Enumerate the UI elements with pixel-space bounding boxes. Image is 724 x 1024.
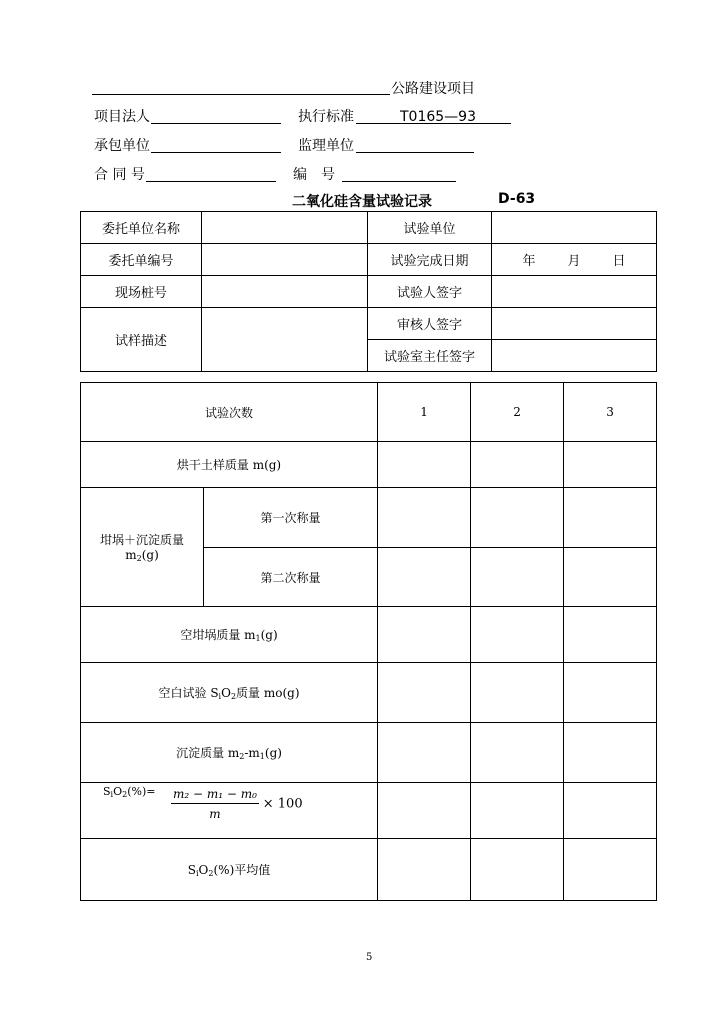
second-weigh-label: 第二次称量 xyxy=(204,548,378,607)
empty-crucible-3[interactable] xyxy=(564,607,657,663)
contract-no-underline xyxy=(146,181,276,182)
director-sign-value[interactable] xyxy=(492,340,657,372)
blank-test-label: 空白试验 $S_iO_2$质量 mo(g) xyxy=(81,663,378,723)
completion-date-value[interactable] xyxy=(492,244,657,276)
standard-value: T0165—93 xyxy=(400,109,476,125)
precip-mass-label: 沉淀质量 $m_2-m_1(g)$ xyxy=(81,723,378,783)
formula-times: × 100 xyxy=(262,796,303,812)
completion-date-label: 试验完成日期 xyxy=(368,244,492,276)
station-no-label: 现场桩号 xyxy=(81,276,202,308)
dry-mass-label: 烘干土样质量 m(g) xyxy=(81,442,378,488)
dry-mass-2[interactable] xyxy=(471,442,564,488)
first-weigh-1[interactable] xyxy=(378,488,471,548)
precip-mass-2[interactable] xyxy=(471,723,564,783)
average-1[interactable] xyxy=(378,839,471,901)
tester-sign-value[interactable] xyxy=(492,276,657,308)
contractor-underline xyxy=(151,152,281,153)
form-code: D-63 xyxy=(498,191,536,207)
average-label: $S_iO_2(\%)$平均值 xyxy=(81,839,378,901)
second-weigh-3[interactable] xyxy=(564,548,657,607)
dry-mass-3[interactable] xyxy=(564,442,657,488)
test-unit-label: 试验单位 xyxy=(368,212,492,244)
precip-mass-1[interactable] xyxy=(378,723,471,783)
formula-2[interactable] xyxy=(471,783,564,839)
contractor-label: 承包单位 xyxy=(94,138,150,154)
tester-sign-label: 试验人签字 xyxy=(368,276,492,308)
test-count-label: 试验次数 xyxy=(81,383,378,442)
project-suffix: 公路建设项目 xyxy=(391,81,475,97)
order-no-value[interactable] xyxy=(202,244,368,276)
test-unit-value[interactable] xyxy=(492,212,657,244)
legal-person-underline xyxy=(151,123,281,124)
dry-mass-1[interactable] xyxy=(378,442,471,488)
formula xyxy=(171,787,303,821)
average-3[interactable] xyxy=(564,839,657,901)
average-2[interactable] xyxy=(471,839,564,901)
legal-person-label: 项目法人 xyxy=(94,109,150,125)
month-label: 月 xyxy=(567,254,581,269)
crucible-precip-label xyxy=(81,488,204,607)
second-weigh-1[interactable] xyxy=(378,548,471,607)
client-name-label: 委托单位名称 xyxy=(81,212,202,244)
reviewer-sign-value[interactable] xyxy=(492,308,657,340)
project-name-underline xyxy=(92,94,390,95)
station-no-value[interactable] xyxy=(202,276,368,308)
contract-no-label: 合 同 号 xyxy=(94,167,145,183)
serial-underline xyxy=(342,181,456,182)
first-weigh-label: 第一次称量 xyxy=(204,488,378,548)
sample-desc-value[interactable] xyxy=(202,308,368,372)
empty-crucible-2[interactable] xyxy=(471,607,564,663)
blank-test-1[interactable] xyxy=(378,663,471,723)
test-table xyxy=(80,382,657,901)
formula-denominator: m xyxy=(209,807,221,821)
formula-cell xyxy=(81,783,378,839)
empty-crucible-label: 空坩埚质量 $m_1(g)$ xyxy=(81,607,378,663)
blank-test-3[interactable] xyxy=(564,663,657,723)
col-header-1: 1 xyxy=(378,383,471,442)
year-label: 年 xyxy=(522,254,536,269)
crucible-precip-line2: $m_2(g)$ xyxy=(125,548,159,563)
client-name-value[interactable] xyxy=(202,212,368,244)
supervisor-underline xyxy=(356,152,474,153)
sample-desc-label: 试样描述 xyxy=(81,308,202,372)
standard-label: 执行标准 xyxy=(298,109,354,125)
supervisor-label: 监理单位 xyxy=(298,138,354,154)
reviewer-sign-label: 审核人签字 xyxy=(368,308,492,340)
order-no-label: 委托单编号 xyxy=(81,244,202,276)
col-header-3: 3 xyxy=(564,383,657,442)
formula-numerator: m₂ − m₁ − m₀ xyxy=(171,787,259,804)
info-table xyxy=(80,211,657,372)
blank-test-2[interactable] xyxy=(471,663,564,723)
second-weigh-2[interactable] xyxy=(471,548,564,607)
precip-mass-3[interactable] xyxy=(564,723,657,783)
col-header-2: 2 xyxy=(471,383,564,442)
form-title: 二氧化硅含量试验记录 xyxy=(292,194,432,210)
page-number: 5 xyxy=(366,952,373,963)
director-sign-label: 试验室主任签字 xyxy=(368,340,492,372)
crucible-precip-line1: 坩埚＋沉淀质量 xyxy=(99,533,184,547)
formula-3[interactable] xyxy=(564,783,657,839)
serial-label: 编 号 xyxy=(293,167,335,183)
formula-label: $S_iO_2(\%)=$ xyxy=(103,785,156,799)
first-weigh-3[interactable] xyxy=(564,488,657,548)
formula-1[interactable] xyxy=(378,783,471,839)
day-label: 日 xyxy=(612,254,626,269)
first-weigh-2[interactable] xyxy=(471,488,564,548)
empty-crucible-1[interactable] xyxy=(378,607,471,663)
